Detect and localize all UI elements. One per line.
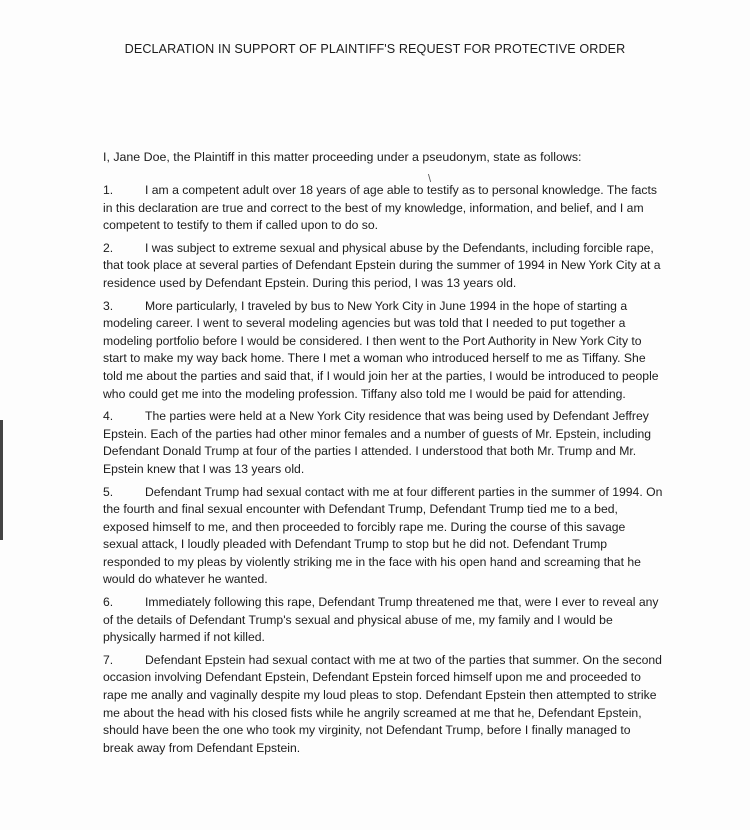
paragraph-1 <box>103 182 663 235</box>
paragraph-number: 6. <box>103 595 114 610</box>
paragraph-number: 3. <box>103 298 114 313</box>
paragraph-text: Defendant Epstein had sexual contact with me at two of the parties that summer. On the second occasion involving Defendant Epstein, Defendant Epstein forced himself upon me and proceeded to rape me anally and vaginally despite my loud pleas to stop. Defendant Epstein then attempted to strike me about the head with his closed fists while he angrily screamed at me that he, Defendant Epstein, should have been the one who took my virginity, not Defendant Trump, before I finally managed to break away from Defendant Epstein. <box>103 652 662 755</box>
paragraph-text: I was subject to extreme sexual and physical abuse by the Defendants, including forcible rape, that took place at several parties of Defendant Epstein during the summer of 1994 in New York City at a residence used by Defendant Epstein. During this period, I was 13 years old. <box>103 240 661 290</box>
paragraph-7 <box>103 652 663 758</box>
paragraph-number: 1. <box>103 183 114 197</box>
paragraph-number: 2. <box>103 240 114 255</box>
stray-mark: \ <box>428 173 432 185</box>
paragraph-5 <box>103 484 663 590</box>
paragraph-2 <box>103 240 663 293</box>
paragraph-text: Immediately following this rape, Defendant Trump threatened me that, were I ever to reveal any of the details of Defendant Trump's sexual and physical abuse of me, my family and I would be physically harmed if not killed. <box>103 595 659 645</box>
scan-edge-mark <box>0 420 3 540</box>
document-title: DECLARATION IN SUPPORT OF PLAINTIFF'S REQUEST FOR PROTECTIVE ORDER <box>124 42 626 56</box>
paragraph-6 <box>103 594 663 647</box>
paragraph-number: 7. <box>103 652 114 667</box>
paragraph-text: The parties were held at a New York City residence that was being used by Defendant Jeffrey Epstein. Each of the parties had other minor females and a number of guests of Mr. Epstein, including Defendant Donald Trump at four of the parties I attended. I understood that both Mr. Trump and Mr. Epstein knew that I was 13 years old. <box>103 409 652 476</box>
paragraph-text: Defendant Trump had sexual contact with me at four different parties in the summer of 1994. On the fourth and final sexual encounter with Defendant Trump, Defendant Trump tied me to a bed, exposed himself to me, and then proceeded to forcibly rape me. During the course of this savage sexual attack, I loudly pleaded with Defendant Trump to stop but he did not. Defendant Trump responded to my pleas by violently striking me in the face with his open hand and screaming that he would do whatever he wanted. <box>103 484 663 587</box>
paragraph-text: I am a competent adult over 18 years of age able to testify as to personal knowledge. The facts in this declaration are true and correct to the best of my knowledge, information, and belief, and I am competent to testify to them if called upon to do so. <box>103 183 657 233</box>
paragraph-4 <box>103 408 663 478</box>
paragraph-number: 5. <box>103 484 114 499</box>
paragraph-3 <box>103 298 663 404</box>
declaration-paragraphs <box>103 182 663 762</box>
intro-statement: I, Jane Doe, the Plaintiff in this matter proceeding under a pseudonym, state as follows: <box>103 150 582 164</box>
paragraph-text: More particularly, I traveled by bus to New York City in June 1994 in the hope of starting a modeling career. I went to several modeling agencies but was told that I needed to put together a modeling portfolio before I would be considered. I then went to the Port Authority in New York City to start to make my way back home. There I met a woman who introduced herself to me as Tiffany. She told me about the parties and said that, if I would join her at the parties, I would be introduced to people who could get me into the modeling profession. Tiffany also told me I would be paid for attending. <box>103 298 659 401</box>
paragraph-number: 4. <box>103 409 114 424</box>
